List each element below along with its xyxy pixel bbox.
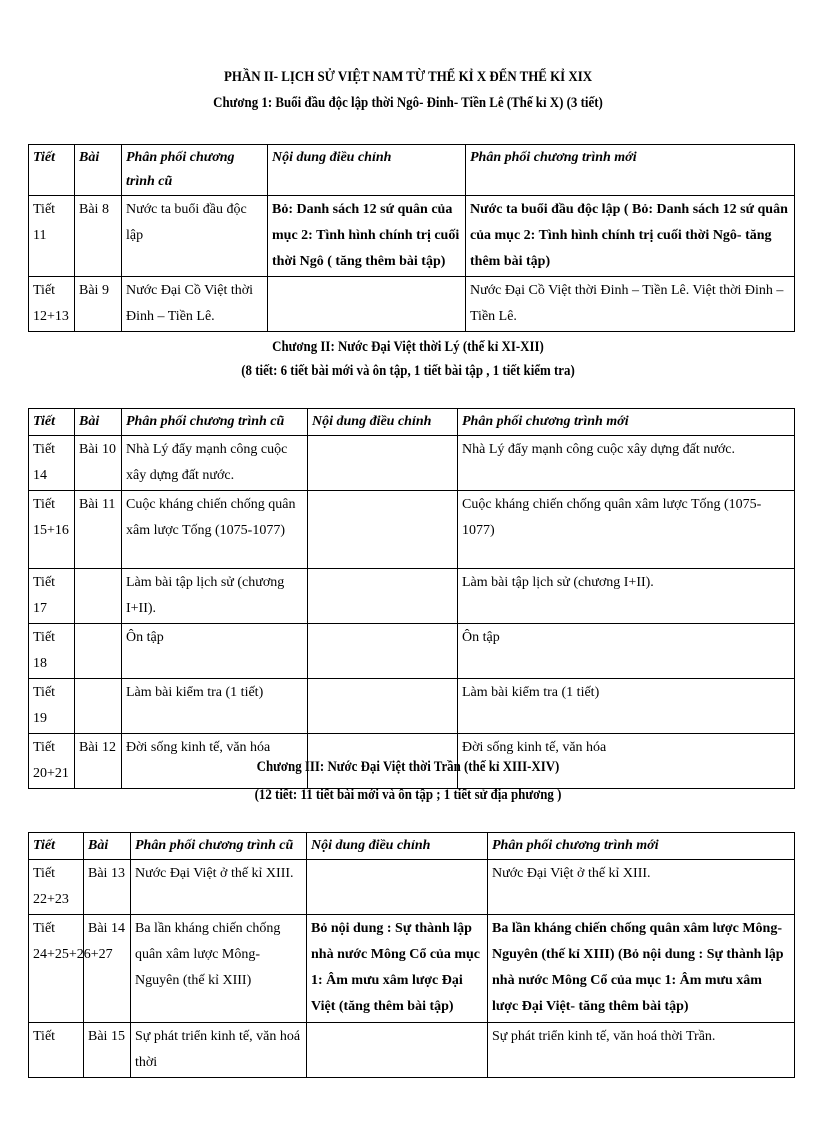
chapter1-table	[28, 144, 795, 332]
header-tiet: Tiết	[29, 145, 75, 196]
cell-adjust	[307, 1023, 488, 1078]
cell-old: Làm bài tập lịch sử (chương I+II).	[122, 569, 308, 624]
cell-old: Nước ta buổi đầu độc lập	[122, 196, 268, 277]
cell-new: Làm bài kiểm tra (1 tiết)	[458, 679, 795, 734]
table-row	[29, 196, 795, 277]
cell-tiet: Tiết 18	[29, 624, 75, 679]
table-row	[29, 277, 795, 332]
cell-bai: Bài 11	[75, 491, 122, 569]
cell-bai: Bài 14	[84, 915, 131, 1023]
cell-bai: Bài 8	[75, 196, 122, 277]
cell-old: Nước Đại Việt ở thế kỉ XIII.	[131, 860, 307, 915]
cell-adjust: Bỏ: Danh sách 12 sứ quân của mục 2: Tình hình chính trị cuối thời Ngô ( tăng thêm bài tập)	[268, 196, 466, 277]
cell-tiet: Tiết 17	[29, 569, 75, 624]
cell-tiet: Tiết 11	[29, 196, 75, 277]
table-row	[29, 624, 795, 679]
table-header-row	[29, 409, 795, 436]
cell-tiet: Tiết 12+13	[29, 277, 75, 332]
cell-old: Làm bài kiểm tra (1 tiết)	[122, 679, 308, 734]
cell-new: Ôn tập	[458, 624, 795, 679]
chapter3-table	[28, 832, 795, 1078]
chapter2-subtitle: (8 tiết: 6 tiết bài mới và ôn tập, 1 tiết bài tập , 1 tiết kiểm tra)	[241, 363, 575, 379]
cell-adjust	[268, 277, 466, 332]
header-bai: Bài	[75, 145, 122, 196]
cell-bai: Bài 9	[75, 277, 122, 332]
chapter3-title: Chương III: Nước Đại Việt thời Trần (thế kỉ XIII-XIV)	[256, 759, 560, 775]
header-old: Phân phối chương trình cũ	[122, 409, 308, 436]
header-bai: Bài	[84, 833, 131, 860]
table-row	[29, 491, 795, 569]
cell-tiet: Tiết	[29, 1023, 84, 1078]
cell-new: Cuộc kháng chiến chống quân xâm lược Tống (1075-1077)	[458, 491, 795, 569]
cell-tiet: Tiết 15+16	[29, 491, 75, 569]
cell-bai: Bài 13	[84, 860, 131, 915]
cell-new: Nhà Lý đẩy mạnh công cuộc xây dựng đất nước.	[458, 436, 795, 491]
cell-old: Ba lần kháng chiến chống quân xâm lược Mông- Nguyên (thế kỉ XIII)	[131, 915, 307, 1023]
cell-bai: Bài 15	[84, 1023, 131, 1078]
cell-adjust	[308, 569, 458, 624]
header-old: Phân phối chương trình cũ	[122, 145, 268, 196]
cell-adjust: Bỏ nội dung : Sự thành lập nhà nước Mông Cổ của mục 1: Âm mưu xâm lược Đại Việt (tăng thêm bài tập)	[307, 915, 488, 1023]
header-new: Phân phối chương trình mới	[488, 833, 795, 860]
table-row	[29, 679, 795, 734]
cell-bai	[75, 569, 122, 624]
cell-new: Ba lần kháng chiến chống quân xâm lược Mông- Nguyên (thế kỉ XIII) (Bỏ nội dung : Sự thành lập nhà nước Mông Cổ của mục 1: Âm mưu xâm lược Đại Việt- tăng thêm bài tập)	[488, 915, 795, 1023]
cell-tiet: Tiết 24+25+26+27	[29, 915, 84, 1023]
cell-adjust	[308, 679, 458, 734]
part-title: PHẦN II- LỊCH SỬ VIỆT NAM TỪ THẾ KỈ X ĐẾN THẾ KỈ XIX	[223, 69, 593, 85]
table-header-row	[29, 145, 795, 196]
header-adjust: Nội dung điều chỉnh	[308, 409, 458, 436]
chapter1-title: Chương 1: Buổi đầu độc lập thời Ngô- Đinh- Tiền Lê (Thế kỉ X) (3 tiết)	[213, 95, 603, 111]
header-tiet: Tiết	[29, 833, 84, 860]
header-adjust: Nội dung điều chỉnh	[307, 833, 488, 860]
cell-adjust	[307, 860, 488, 915]
header-tiet: Tiết	[29, 409, 75, 436]
cell-bai	[75, 679, 122, 734]
chapter2-title: Chương II: Nước Đại Việt thời Lý (thế kỉ XI-XII)	[272, 339, 544, 355]
cell-new: Nước Đại Việt ở thế kỉ XIII.	[488, 860, 795, 915]
cell-old: Ôn tập	[122, 624, 308, 679]
cell-old: Nhà Lý đẩy mạnh công cuộc xây dựng đất nước.	[122, 436, 308, 491]
cell-new: Nước ta buổi đầu độc lập ( Bỏ: Danh sách 12 sứ quân của mục 2: Tình hình chính trị cuối thời Ngô- tăng thêm bài tập)	[466, 196, 795, 277]
table-header-row	[29, 833, 795, 860]
cell-old: Đời sống kinh tế, văn hóa	[122, 734, 308, 789]
cell-new: Sự phát triển kinh tế, văn hoá thời Trần.	[488, 1023, 795, 1078]
cell-tiet: Tiết 20+21	[29, 734, 75, 789]
cell-tiet: Tiết 22+23	[29, 860, 84, 915]
chapter3-subtitle: (12 tiết: 11 tiết bài mới và ôn tập ; 1 tiết sử địa phương )	[254, 787, 562, 803]
header-new: Phân phối chương trình mới	[466, 145, 795, 196]
table-row	[29, 860, 795, 915]
header-new: Phân phối chương trình mới	[458, 409, 795, 436]
cell-new: Đời sống kinh tế, văn hóa	[458, 734, 795, 789]
chapter2-table	[28, 408, 795, 789]
cell-adjust	[308, 436, 458, 491]
header-old: Phân phối chương trình cũ	[131, 833, 307, 860]
header-bai: Bài	[75, 409, 122, 436]
table-row	[29, 1023, 795, 1078]
cell-old: Nước Đại Cồ Việt thời Đinh – Tiền Lê.	[122, 277, 268, 332]
cell-tiet: Tiết 14	[29, 436, 75, 491]
table-row	[29, 569, 795, 624]
cell-bai: Bài 10	[75, 436, 122, 491]
cell-old: Cuộc kháng chiến chống quân xâm lược Tống (1075-1077)	[122, 491, 308, 569]
cell-tiet: Tiết 19	[29, 679, 75, 734]
cell-adjust	[308, 491, 458, 569]
cell-new: Làm bài tập lịch sử (chương I+II).	[458, 569, 795, 624]
table-row	[29, 436, 795, 491]
cell-new: Nước Đại Cồ Việt thời Đinh – Tiền Lê. Việt thời Đinh – Tiền Lê.	[466, 277, 795, 332]
header-adjust: Nội dung điều chỉnh	[268, 145, 466, 196]
cell-adjust	[308, 624, 458, 679]
cell-old: Sự phát triển kinh tế, văn hoá thời	[131, 1023, 307, 1078]
cell-bai: Bài 12	[75, 734, 122, 789]
cell-bai	[75, 624, 122, 679]
table-row	[29, 915, 795, 1023]
